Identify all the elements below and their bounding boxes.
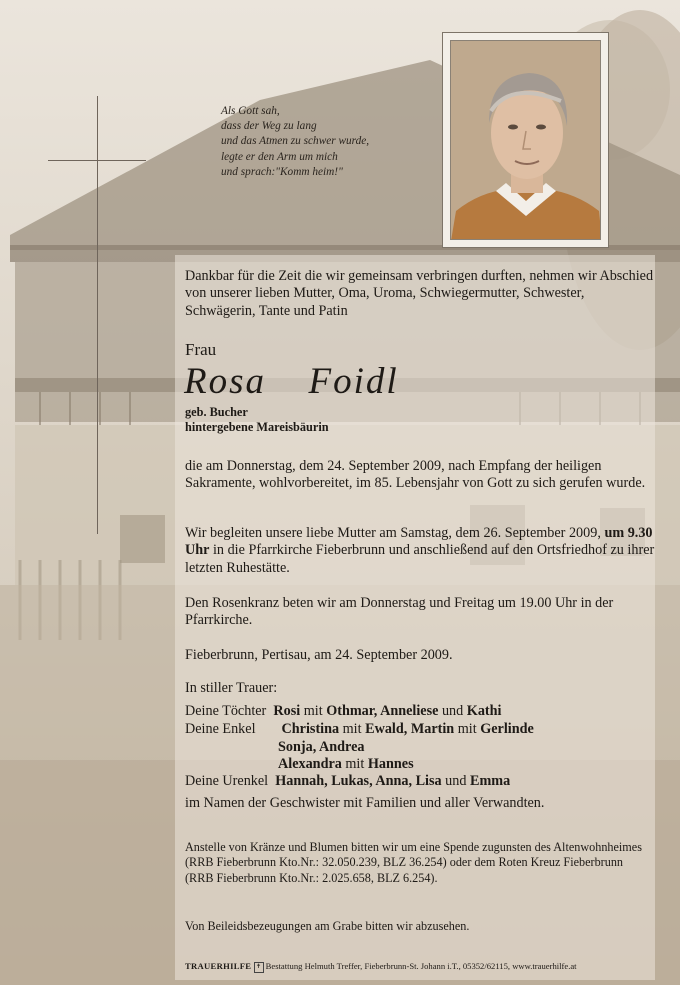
intro-text: Dankbar für die Zeit die wir gemeinsam verbringen durften, nehmen wir Abschied von unserer lieben Mutter, Oma, Uroma, Schwiegermutter, Schwester, Schwägerin, Tante und Patin: [185, 268, 654, 319]
connector: mit: [303, 703, 323, 719]
portrait-photo: [450, 40, 601, 240]
great-grandchildren-label: Deine Urenkel: [185, 773, 269, 789]
house-name: hintergebene Mareisbäurin: [185, 420, 329, 434]
connector: und: [445, 773, 467, 789]
death-notice: die am Donnerstag, dem 24. September 2009, nach Empfang der heiligen Sakramente, wohlvorbereitet, im 85. Lebensjahr von Gott zu sich gerufen wurde.: [185, 458, 646, 492]
poem-line: dass der Weg zu lang: [221, 120, 317, 133]
spouse-names: Ewald, Martin: [365, 721, 455, 737]
footer-text: Bestattung Helmuth Treffer, Fieberbrunn-St. Johann i.T., 05352/62115, www.trauerhilfe.at: [265, 961, 577, 971]
rosary-info: Den Rosenkranz beten wir am Donnerstag und Freitag um 19.00 Uhr in der Pfarrkirche.: [185, 595, 614, 629]
great-grandchild-name: Emma: [470, 773, 511, 789]
grandchild-name: Alexandra: [278, 756, 342, 772]
funeral-info: [185, 525, 655, 577]
cross-vertical: [97, 96, 98, 534]
funeral-text-pre: Wir begleiten unsere liebe Mutter am Samstag, dem 26. September 2009,: [185, 525, 601, 541]
salutation: Frau: [185, 340, 217, 359]
connector: mit: [345, 756, 365, 772]
funeral-text-post: in die Pfarrkirche Fieberbrunn und anschließend auf den Ortsfriedhof zu ihrer letzten Ruhestätte.: [185, 542, 655, 576]
daughter-name: Rosi: [273, 703, 301, 719]
daughters-label: Deine Töchter: [185, 703, 267, 719]
name-details: [185, 405, 329, 435]
memorial-poem: [221, 104, 421, 180]
spouse-name: Gerlinde: [480, 721, 534, 737]
poem-line: legte er den Arm um mich: [221, 150, 338, 163]
place-date: Fieberbrunn, Pertisau, am 24. September 2009.: [185, 647, 453, 663]
relatives-line: im Namen der Geschwister mit Familien und aller Verwandten.: [185, 795, 545, 811]
maiden-name: geb. Bucher: [185, 405, 248, 419]
grandchildren-label: Deine Enkel: [185, 721, 256, 737]
mourning-header: In stiller Trauer:: [185, 680, 278, 696]
funeral-time: um 9.30 Uhr: [185, 525, 653, 559]
great-grandchildren-names: Hannah, Lukas, Anna, Lisa: [275, 773, 442, 789]
spouse-names: Othmar, Anneliese: [326, 703, 439, 719]
footer-logo-icon: ✝: [254, 962, 264, 973]
donation-request: Anstelle von Kränze und Blumen bitten wir um eine Spende zugunsten des Altenwohnheimes (RRB Fieberbrunn Kto.Nr.: 32.050.239, BLZ 36.254) oder dem Roten Kreuz Fieberbrunn (RRB Fieberbrunn Kto.Nr.: 2.025.658, BLZ 6.254).: [185, 840, 642, 885]
daughters-row: [185, 703, 501, 720]
footer-imprint: [185, 961, 577, 973]
spouse-name: Hannes: [367, 756, 414, 772]
grandchild-name: Christina: [281, 721, 340, 737]
grandchildren-row: [185, 721, 534, 738]
condolences-note: Von Beileidsbezeugungen am Grabe bitten wir abzusehen.: [185, 919, 470, 933]
connector: und: [441, 703, 464, 719]
cross-horizontal: [48, 160, 146, 161]
poem-line: Als Gott sah,: [221, 105, 280, 117]
connector: mit: [342, 721, 362, 737]
daughter-name: Kathi: [466, 703, 502, 719]
great-grandchildren-row: [185, 773, 510, 790]
grandchildren-line-2: Sonja, Andrea: [278, 739, 365, 755]
poem-line: und das Atmen zu schwer wurde,: [221, 135, 370, 148]
footer-brand: TRAUERHILFE: [185, 961, 252, 971]
connector: mit: [457, 721, 477, 737]
grandchildren-line-3: [278, 756, 414, 773]
poem-line: und sprach:"Komm heim!": [221, 165, 343, 178]
deceased-name: Rosa Foidl: [184, 361, 399, 402]
portrait-frame: [442, 32, 609, 248]
